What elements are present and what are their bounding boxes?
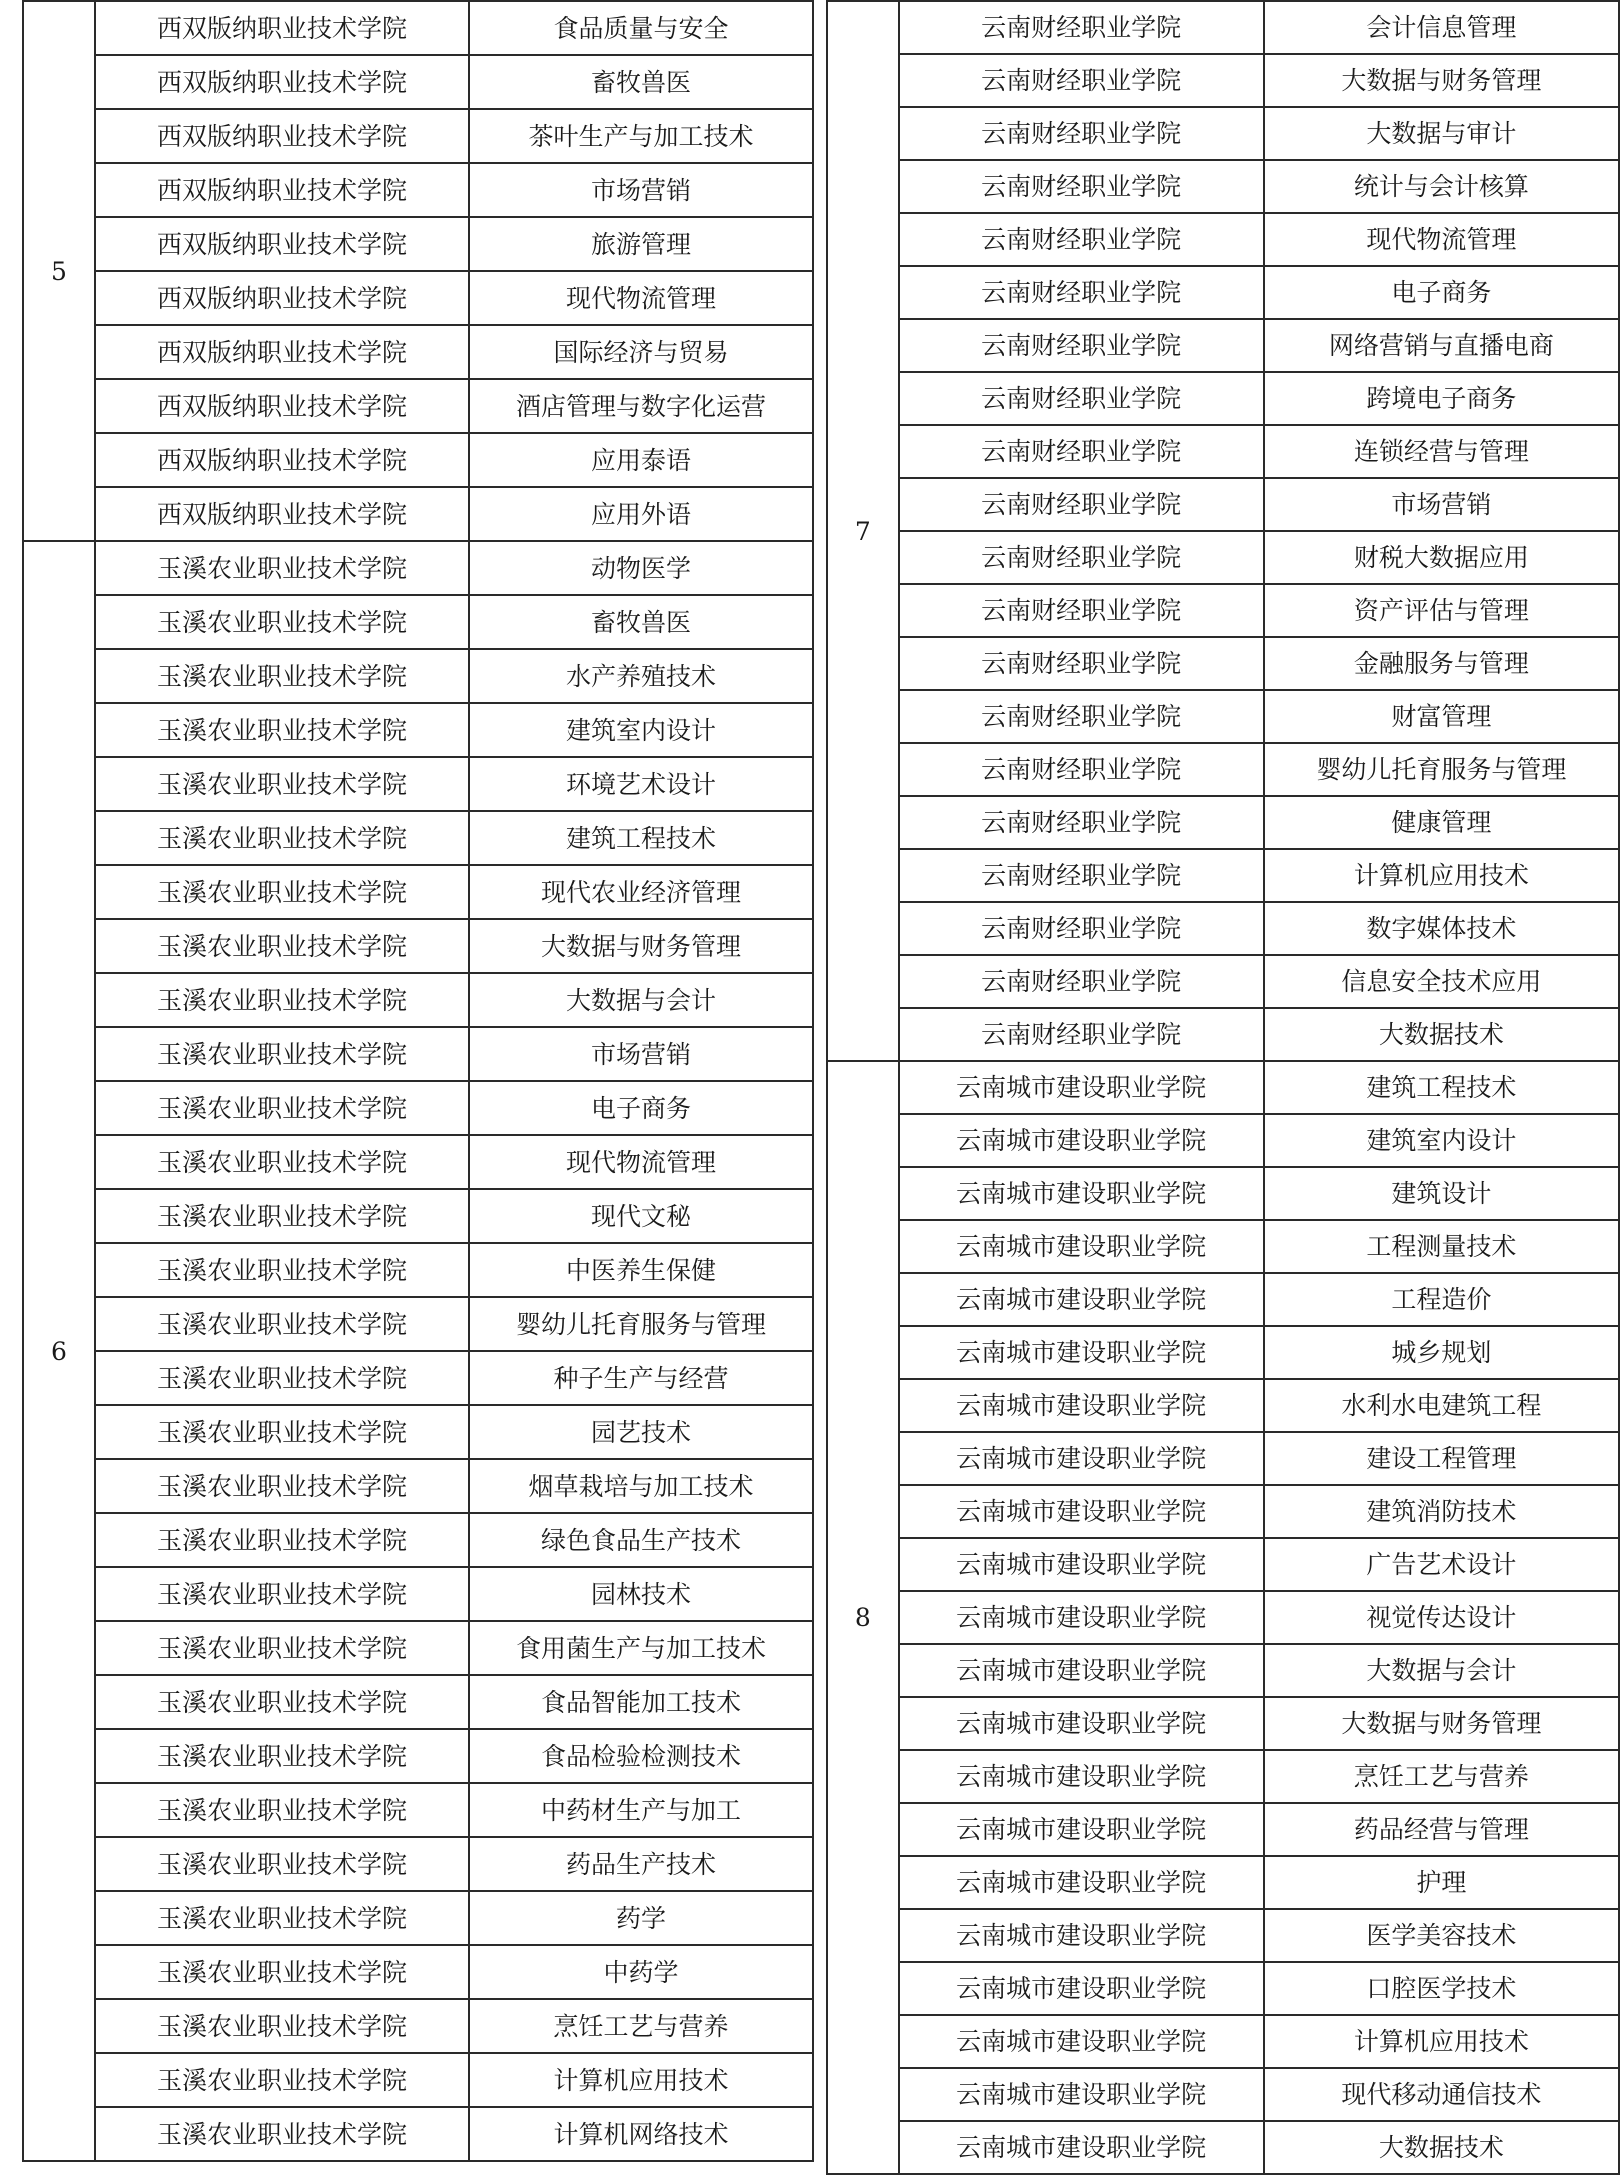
school-cell: 玉溪农业职业技术学院 [95,1027,469,1081]
major-cell: 种子生产与经营 [469,1351,813,1405]
major-cell: 工程测量技术 [1264,1220,1619,1273]
table-row [23,379,813,433]
school-cell: 云南城市建设职业学院 [899,1909,1264,1962]
table-row [23,1189,813,1243]
school-cell: 玉溪农业职业技术学院 [95,2107,469,2161]
school-cell: 西双版纳职业技术学院 [95,1,469,55]
school-cell: 云南城市建设职业学院 [899,1432,1264,1485]
table-row [23,919,813,973]
school-cell: 西双版纳职业技术学院 [95,55,469,109]
table-row [23,433,813,487]
table-row [827,160,1619,213]
major-cell: 会计信息管理 [1264,1,1619,54]
major-cell: 环境艺术设计 [469,757,813,811]
table-row [23,595,813,649]
school-cell: 西双版纳职业技术学院 [95,379,469,433]
table-row [827,1538,1619,1591]
major-cell: 中药材生产与加工 [469,1783,813,1837]
school-cell: 玉溪农业职业技术学院 [95,1837,469,1891]
major-cell: 畜牧兽医 [469,55,813,109]
school-cell: 玉溪农业职业技术学院 [95,2053,469,2107]
school-cell: 云南财经职业学院 [899,955,1264,1008]
table-row [23,217,813,271]
seq-cell: 5 [23,1,95,541]
school-cell: 西双版纳职业技术学院 [95,271,469,325]
major-cell: 国际经济与贸易 [469,325,813,379]
major-cell: 市场营销 [469,1027,813,1081]
table-row [827,1962,1619,2015]
school-cell: 玉溪农业职业技术学院 [95,757,469,811]
school-cell: 玉溪农业职业技术学院 [95,1945,469,1999]
table-row [23,1405,813,1459]
school-cell: 云南城市建设职业学院 [899,1379,1264,1432]
table-row [827,849,1619,902]
major-cell: 工程造价 [1264,1273,1619,1326]
school-cell: 玉溪农业职业技术学院 [95,1567,469,1621]
major-cell: 大数据与财务管理 [1264,54,1619,107]
table-row [23,2053,813,2107]
major-cell: 计算机应用技术 [469,2053,813,2107]
table-row [827,213,1619,266]
major-cell: 财富管理 [1264,690,1619,743]
school-cell: 玉溪农业职业技术学院 [95,1135,469,1189]
table-row [23,703,813,757]
major-cell: 旅游管理 [469,217,813,271]
table-row [23,649,813,703]
school-cell: 云南城市建设职业学院 [899,1273,1264,1326]
school-cell: 云南财经职业学院 [899,584,1264,637]
table-row [23,325,813,379]
school-cell: 玉溪农业职业技术学院 [95,973,469,1027]
school-cell: 云南城市建设职业学院 [899,1591,1264,1644]
major-cell: 电子商务 [1264,266,1619,319]
school-cell: 云南城市建设职业学院 [899,1644,1264,1697]
school-cell: 云南财经职业学院 [899,1008,1264,1061]
school-cell: 西双版纳职业技术学院 [95,163,469,217]
major-cell: 绿色食品生产技术 [469,1513,813,1567]
major-cell: 计算机应用技术 [1264,849,1619,902]
school-cell: 云南城市建设职业学院 [899,1856,1264,1909]
school-cell: 西双版纳职业技术学院 [95,109,469,163]
school-cell: 玉溪农业职业技术学院 [95,1675,469,1729]
school-cell: 云南财经职业学院 [899,743,1264,796]
school-cell: 云南城市建设职业学院 [899,1803,1264,1856]
table-row [23,865,813,919]
major-cell: 水利水电建筑工程 [1264,1379,1619,1432]
school-cell: 西双版纳职业技术学院 [95,487,469,541]
major-cell: 婴幼儿托育服务与管理 [1264,743,1619,796]
table-row [23,1729,813,1783]
table-row [827,1644,1619,1697]
table-row [23,1999,813,2053]
table-row [827,2068,1619,2121]
school-cell: 玉溪农业职业技术学院 [95,865,469,919]
school-cell: 云南城市建设职业学院 [899,2015,1264,2068]
major-cell: 大数据与财务管理 [469,919,813,973]
table-row [827,1167,1619,1220]
school-cell: 玉溪农业职业技术学院 [95,1783,469,1837]
major-cell: 园艺技术 [469,1405,813,1459]
school-cell: 云南城市建设职业学院 [899,1220,1264,1273]
table-row [827,1856,1619,1909]
school-cell: 云南财经职业学院 [899,690,1264,743]
major-cell: 食品质量与安全 [469,1,813,55]
school-cell: 玉溪农业职业技术学院 [95,1243,469,1297]
table-row [23,109,813,163]
table-row [827,902,1619,955]
major-cell: 网络营销与直播电商 [1264,319,1619,372]
major-cell: 园林技术 [469,1567,813,1621]
table-row [23,1459,813,1513]
major-cell: 现代物流管理 [1264,213,1619,266]
table-row [23,541,813,595]
table-row [827,478,1619,531]
table-row [827,1220,1619,1273]
table-row [23,1135,813,1189]
right-table-body [827,1,1619,2174]
major-cell: 药品经营与管理 [1264,1803,1619,1856]
school-cell: 玉溪农业职业技术学院 [95,541,469,595]
major-cell: 护理 [1264,1856,1619,1909]
major-cell: 城乡规划 [1264,1326,1619,1379]
school-cell: 玉溪农业职业技术学院 [95,703,469,757]
table-row [23,1891,813,1945]
school-cell: 玉溪农业职业技术学院 [95,1189,469,1243]
school-cell: 云南城市建设职业学院 [899,2068,1264,2121]
major-cell: 畜牧兽医 [469,595,813,649]
school-cell: 玉溪农业职业技术学院 [95,811,469,865]
school-cell: 玉溪农业职业技术学院 [95,1513,469,1567]
school-cell: 云南财经职业学院 [899,531,1264,584]
school-cell: 云南城市建设职业学院 [899,1167,1264,1220]
school-cell: 云南财经职业学院 [899,266,1264,319]
table-row [827,1114,1619,1167]
table-row [827,1750,1619,1803]
table-row [827,1485,1619,1538]
major-cell: 中药学 [469,1945,813,1999]
school-cell: 云南城市建设职业学院 [899,1326,1264,1379]
table-row [23,1243,813,1297]
school-cell: 玉溪农业职业技术学院 [95,1297,469,1351]
left-table [22,0,814,2162]
table-row [827,1061,1619,1114]
table-row [827,54,1619,107]
major-cell: 建筑消防技术 [1264,1485,1619,1538]
table-row [23,1945,813,1999]
major-cell: 大数据与财务管理 [1264,1697,1619,1750]
table-row [23,1567,813,1621]
major-cell: 广告艺术设计 [1264,1538,1619,1591]
major-cell: 金融服务与管理 [1264,637,1619,690]
school-cell: 云南财经职业学院 [899,637,1264,690]
major-cell: 婴幼儿托育服务与管理 [469,1297,813,1351]
school-cell: 云南财经职业学院 [899,213,1264,266]
table-row [23,1297,813,1351]
school-cell: 云南财经职业学院 [899,1,1264,54]
major-cell: 财税大数据应用 [1264,531,1619,584]
school-cell: 云南城市建设职业学院 [899,2121,1264,2174]
table-row [827,1591,1619,1644]
table-row [827,1273,1619,1326]
school-cell: 云南财经职业学院 [899,796,1264,849]
major-cell: 口腔医学技术 [1264,1962,1619,2015]
major-cell: 市场营销 [1264,478,1619,531]
major-cell: 现代移动通信技术 [1264,2068,1619,2121]
table-row [23,973,813,1027]
seq-cell: 8 [827,1061,899,2174]
school-cell: 云南财经职业学院 [899,425,1264,478]
major-cell: 建筑工程技术 [1264,1061,1619,1114]
major-cell: 电子商务 [469,1081,813,1135]
school-cell: 云南城市建设职业学院 [899,1538,1264,1591]
table-row [827,425,1619,478]
school-cell: 玉溪农业职业技术学院 [95,919,469,973]
table-row [827,372,1619,425]
school-cell: 云南财经职业学院 [899,160,1264,213]
major-cell: 计算机应用技术 [1264,2015,1619,2068]
major-cell: 现代文秘 [469,1189,813,1243]
school-cell: 西双版纳职业技术学院 [95,217,469,271]
table-row [23,1675,813,1729]
major-cell: 医学美容技术 [1264,1909,1619,1962]
right-table [826,0,1620,2175]
table-row [827,531,1619,584]
major-cell: 信息安全技术应用 [1264,955,1619,1008]
major-cell: 健康管理 [1264,796,1619,849]
school-cell: 玉溪农业职业技术学院 [95,1351,469,1405]
major-cell: 建设工程管理 [1264,1432,1619,1485]
school-cell: 玉溪农业职业技术学院 [95,1621,469,1675]
table-row [827,1,1619,54]
school-cell: 云南财经职业学院 [899,319,1264,372]
school-cell: 西双版纳职业技术学院 [95,433,469,487]
school-cell: 云南城市建设职业学院 [899,1485,1264,1538]
table-row [23,1783,813,1837]
major-cell: 中医养生保健 [469,1243,813,1297]
table-row [827,2015,1619,2068]
school-cell: 西双版纳职业技术学院 [95,325,469,379]
major-cell: 药品生产技术 [469,1837,813,1891]
school-cell: 玉溪农业职业技术学院 [95,1405,469,1459]
major-cell: 现代物流管理 [469,1135,813,1189]
major-cell: 应用外语 [469,487,813,541]
school-cell: 云南财经职业学院 [899,478,1264,531]
major-cell: 烹饪工艺与营养 [469,1999,813,2053]
table-row [23,1027,813,1081]
table-row [827,796,1619,849]
school-cell: 云南城市建设职业学院 [899,1114,1264,1167]
major-cell: 药学 [469,1891,813,1945]
school-cell: 玉溪农业职业技术学院 [95,649,469,703]
table-row [827,690,1619,743]
major-cell: 建筑设计 [1264,1167,1619,1220]
table-row [827,1697,1619,1750]
major-cell: 酒店管理与数字化运营 [469,379,813,433]
table-row [23,1513,813,1567]
table-row [23,811,813,865]
major-cell: 建筑室内设计 [469,703,813,757]
table-row [23,757,813,811]
major-cell: 大数据技术 [1264,1008,1619,1061]
major-cell: 水产养殖技术 [469,649,813,703]
major-cell: 建筑工程技术 [469,811,813,865]
school-cell: 玉溪农业职业技术学院 [95,1081,469,1135]
table-row [827,743,1619,796]
school-cell: 云南财经职业学院 [899,107,1264,160]
school-cell: 云南财经职业学院 [899,372,1264,425]
school-cell: 云南财经职业学院 [899,902,1264,955]
school-cell: 玉溪农业职业技术学院 [95,1729,469,1783]
school-cell: 玉溪农业职业技术学院 [95,1459,469,1513]
major-cell: 烹饪工艺与营养 [1264,1750,1619,1803]
seq-cell: 7 [827,1,899,1061]
major-cell: 市场营销 [469,163,813,217]
major-cell: 资产评估与管理 [1264,584,1619,637]
major-cell: 现代农业经济管理 [469,865,813,919]
table-row [827,584,1619,637]
table-row [23,487,813,541]
major-cell: 食品检验检测技术 [469,1729,813,1783]
table-row [827,637,1619,690]
major-cell: 大数据与审计 [1264,107,1619,160]
table-row [827,107,1619,160]
school-cell: 云南财经职业学院 [899,849,1264,902]
table-row [827,1803,1619,1856]
school-cell: 云南城市建设职业学院 [899,1750,1264,1803]
major-cell: 烟草栽培与加工技术 [469,1459,813,1513]
table-row [827,319,1619,372]
major-cell: 食用菌生产与加工技术 [469,1621,813,1675]
major-cell: 数字媒体技术 [1264,902,1619,955]
table-row [23,1351,813,1405]
seq-cell: 6 [23,541,95,2161]
major-cell: 统计与会计核算 [1264,160,1619,213]
major-cell: 大数据与会计 [469,973,813,1027]
table-row [827,1432,1619,1485]
table-row [23,1837,813,1891]
major-cell: 动物医学 [469,541,813,595]
major-cell: 建筑室内设计 [1264,1114,1619,1167]
major-cell: 视觉传达设计 [1264,1591,1619,1644]
table-row [23,271,813,325]
school-cell: 玉溪农业职业技术学院 [95,1891,469,1945]
table-row [827,955,1619,1008]
major-cell: 计算机网络技术 [469,2107,813,2161]
table-row [23,2107,813,2161]
school-cell: 玉溪农业职业技术学院 [95,1999,469,2053]
major-cell: 现代物流管理 [469,271,813,325]
school-cell: 云南城市建设职业学院 [899,1697,1264,1750]
table-row [827,266,1619,319]
table-row [23,1621,813,1675]
table-row [23,1081,813,1135]
table-row [23,163,813,217]
major-cell: 跨境电子商务 [1264,372,1619,425]
major-cell: 连锁经营与管理 [1264,425,1619,478]
table-row [827,2121,1619,2174]
table-row [23,55,813,109]
school-cell: 云南城市建设职业学院 [899,1061,1264,1114]
major-cell: 大数据技术 [1264,2121,1619,2174]
school-cell: 玉溪农业职业技术学院 [95,595,469,649]
table-row [23,1,813,55]
major-cell: 应用泰语 [469,433,813,487]
major-cell: 大数据与会计 [1264,1644,1619,1697]
school-cell: 云南财经职业学院 [899,54,1264,107]
table-row [827,1909,1619,1962]
table-row [827,1379,1619,1432]
major-cell: 茶叶生产与加工技术 [469,109,813,163]
school-cell: 云南城市建设职业学院 [899,1962,1264,2015]
left-table-body [23,1,813,2161]
table-row [827,1008,1619,1061]
major-cell: 食品智能加工技术 [469,1675,813,1729]
table-row [827,1326,1619,1379]
